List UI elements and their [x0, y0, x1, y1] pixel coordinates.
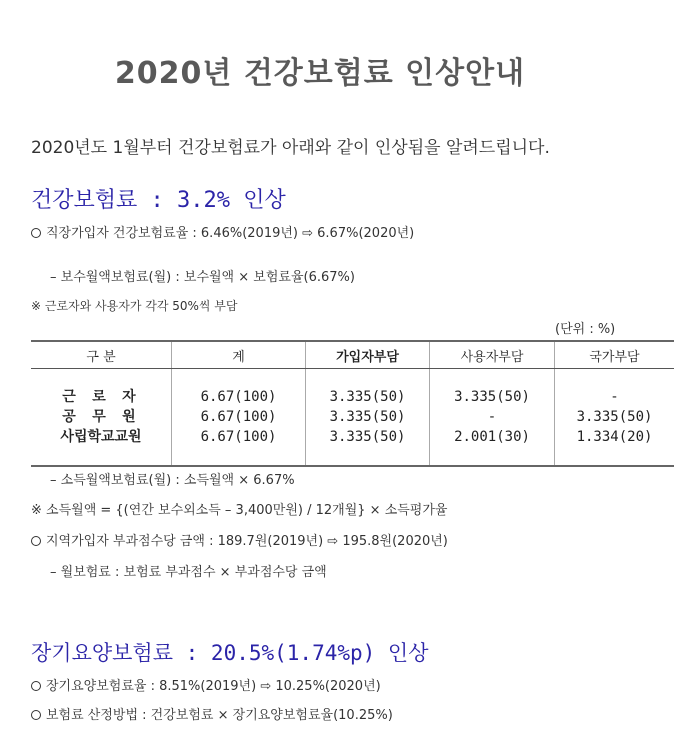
subscriber-cell [306, 369, 430, 467]
circle-bullet-icon [31, 228, 41, 238]
value-cell: - [610, 389, 619, 405]
regional-premium-formula: – 월보험료 : 보험료 부과점수 × 부과점수당 금액 [50, 565, 327, 580]
intro-text: 2020년도 1월부터 건강보험료가 아래와 같이 인상됨을 알려드립니다. [31, 138, 550, 158]
circle-bullet-icon [31, 681, 41, 691]
ltc-rate-text: 장기요양보험료율 : 8.51%(2019년) ⇨ 10.25%(2020년) [46, 679, 381, 694]
ltc-insurance-heading: 장기요양보험료 : 20.5%(1.74%p) 인상 [31, 641, 429, 665]
value-cell: 6.67(100) [200, 429, 277, 445]
circle-bullet-icon [31, 710, 41, 720]
value-cell: 2.001(30) [454, 429, 530, 445]
burden-share-note: ※ 근로자와 사용자가 각각 50%씩 부담 [31, 299, 238, 313]
unit-label: (단위 : %) [555, 322, 616, 337]
row-label-private-school-staff: 사립학교교원 [60, 429, 142, 445]
value-cell: 3.335(50) [329, 389, 406, 405]
ltc-rate-line [31, 675, 381, 694]
header-employer: 사용자부담 [430, 341, 555, 369]
value-cell: 6.67(100) [200, 409, 277, 425]
value-cell: 3.335(50) [454, 389, 530, 405]
category-cell [31, 369, 172, 467]
regional-rate-text: 지역가입자 부과점수당 금액 : 189.7원(2019년) ⇨ 195.8원(2020년) [46, 534, 448, 549]
row-label-workers: 근 로 자 [62, 389, 140, 405]
ltc-calc-text: 보험료 산정방법 : 건강보험료 × 장기요양보험료율(10.25%) [46, 708, 393, 723]
header-subscriber: 가입자부담 [306, 341, 430, 369]
value-cell: - [487, 409, 497, 425]
page-title: 2020년 건강보험료 인상안내 [114, 56, 526, 91]
premium-share-table [31, 340, 674, 467]
value-cell: 1.334(20) [576, 429, 653, 445]
ltc-calc-line [31, 704, 393, 723]
employee-rate-text: 직장가입자 건강보험료율 : 6.46%(2019년) ⇨ 6.67%(2020년) [46, 226, 415, 241]
wage-premium-formula: – 보수월액보험료(월) : 보수월액 × 보험료율(6.67%) [50, 270, 355, 285]
value-cell: 6.67(100) [200, 389, 277, 405]
table-header-row [31, 341, 674, 369]
value-cell: 3.335(50) [329, 409, 406, 425]
table-row [31, 369, 674, 467]
employer-cell [430, 369, 555, 467]
income-premium-formula: – 소득월액보험료(월) : 소득월액 × 6.67% [50, 473, 295, 488]
circle-bullet-icon [31, 536, 41, 546]
total-cell [172, 369, 306, 467]
row-label-public-servants: 공 무 원 [62, 409, 140, 425]
value-cell: 3.335(50) [329, 429, 406, 445]
header-total: 계 [172, 341, 306, 369]
header-government: 국가부담 [555, 341, 675, 369]
employee-rate-line [31, 222, 414, 241]
income-definition-note: ※ 소득월액 = {(연간 보수외소득 – 3,400만원) / 12개월} × 소득평가율 [31, 503, 448, 518]
health-insurance-heading: 건강보험료 : 3.2% 인상 [31, 188, 286, 213]
value-cell: 3.335(50) [576, 409, 653, 425]
regional-rate-line [31, 530, 448, 549]
header-category: 구 분 [31, 341, 172, 369]
government-cell [555, 369, 675, 467]
